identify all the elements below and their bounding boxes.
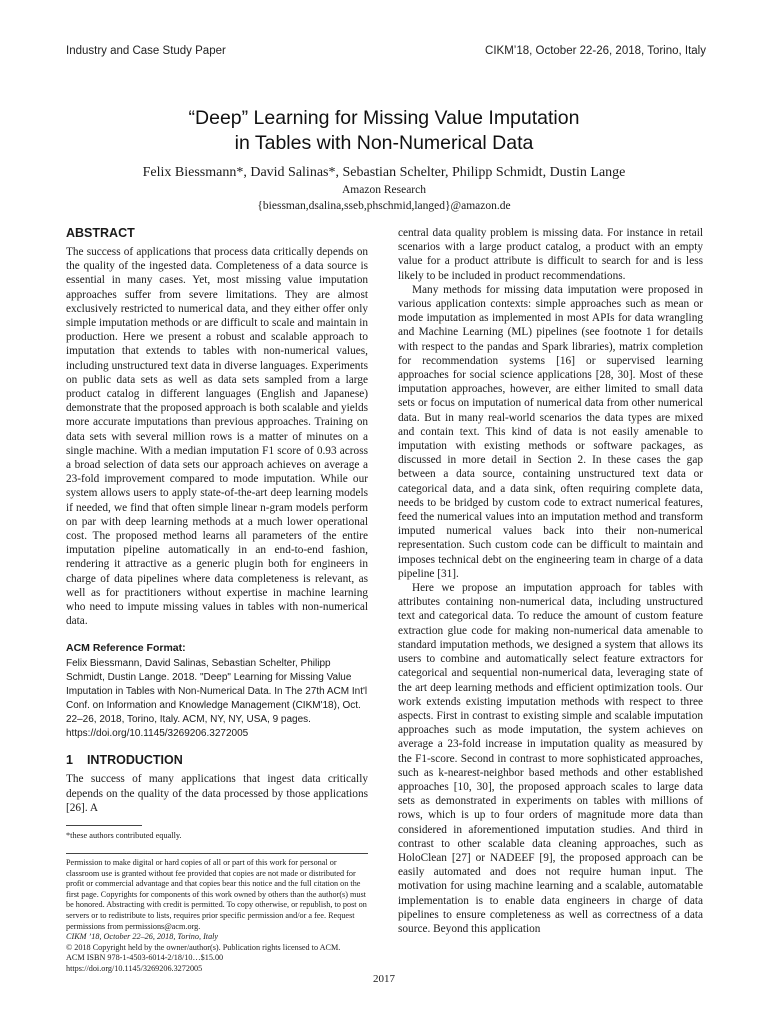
abstract-text: The success of applications that process data critically depends on the quality of the ingested data. Completeness of a data source is essential in many cases. Yet, most missing value imputation approaches suffer from severe limitations. They are almost exclusively restricted to numerical data, and they either offer only simple imputation methods or are difficult to scale and maintain in production. Here we present a robust and scalable approach to imputation that extends to tables with non-numerical values, including unstructured text data in diverse languages. Experiments on public data sets as well as data sets sampled from a large product catalog in different languages (English and Japanese) demonstrate that the proposed approach is both scalable and yields more accurate imputations than previous approaches. Training on data sets with several million rows is a matter of minutes on a single machine. With a median imputation F1 score of 0.93 across a broad selection of data sets our approach achieves on average a 23-fold improvement compared to mode imputation. While our system allows users to apply state-of-the-art deep learning models if needed, we find that often simple linear n-gram models perform on par with deep learning methods at a much lower operational cost. The proposed method learns all parameters of the entire imputation pipeline automatically in an end-to-end fashion, rendering it attractive as a generic plugin both for engineers in charge of data pipelines where data completeness is relevant, as well as for practitioners without expertise in machine learning who need to impute missing values in tables with non-numerical data. — [66, 246, 368, 628]
permission-text: Permission to make digital or hard copies of all or part of this work for personal or classroom use is granted without fee provided that copies are not made or distributed for profit or commercial advantage and that copies bear this notice and the full citation on the first page. Copyrights for components of this work owned by others than the author(s) must be honored. Abstracting with credit is permitted. To copy otherwise, or republish, to post on servers or to redistribute to lists, requires prior specific permission and/or a fee. Request permissions from permissions@acm.org. — [66, 858, 367, 931]
introduction-text: The success of many applications that ingest data critically depends on the quality of the data processed by those applications [26]. A — [66, 773, 368, 814]
running-header-left: Industry and Case Study Paper — [66, 45, 226, 57]
acm-reference-text: Felix Biessmann, David Salinas, Sebastian Schelter, Philipp Schmidt, Dustin Lange. 2018. "Deep" Learning for Missing Value Imputation in Tables with Non-Numerical Data. In The 27th ACM Int'l Conf. on Information and Knowledge Management (CIKM'18), Oct. 22–26, 2018, Torino, Italy. ACM, NY, NY, USA, 9 pages. https://doi.org/10.1145/3269206.3272005 — [66, 658, 368, 740]
copyright-line: © 2018 Copyright held by the owner/author(s). Publication rights licensed to ACM. — [66, 942, 341, 952]
isbn-line: ACM ISBN 978-1-4503-6014-2/18/10…$15.00 — [66, 953, 224, 963]
author-emails: {biessman,dsalina,sseb,phschmid,langed}@amazon.de — [257, 200, 511, 212]
equal-contribution-footnote: *these authors contributed equally. — [66, 831, 182, 841]
intro-paragraph-2: Many methods for missing data imputation were proposed in various application contexts: simple approaches such as mean or mode imputation as implemented in most APIs for data wrangling and Machine Learning (ML) pipelines (see footnote 1 for details with respect to the pandas and Spark libraries), matrix completion for recommendation systems [16] or supervised learning approaches for social science applications [28, 30]. Most of these imputation approaches, however, are either limited to small data sets or focus on imputation of numerical data from other numerical data. But in many real-world scenarios the data types are mixed and contain text. This kind of data is not easily amenable to imputation with existing methods or software packages, as discussed in more detail in Section 2. In these cases the gap between a data source, containing unstructured text data or categorical data, and a data sink, often requiring complete data, needs to be bridged by custom code to extract numerical features, feed the numerical values into an imputation method and transform imputed numerical values back into their non-numerical representation. Such custom code can be difficult to maintain and imposes technical debt on the engineering team in charge of a data pipeline [31]. — [398, 283, 703, 580]
venue-line: CIKM ’18, October 22–26, 2018, Torino, Italy — [66, 932, 219, 942]
doi-line: https://doi.org/10.1145/3269206.3272005 — [66, 964, 203, 974]
page-number: 2017 — [373, 973, 395, 985]
permission-divider — [66, 853, 368, 854]
affiliation: Amazon Research — [342, 184, 426, 196]
section-title: INTRODUCTION — [86, 753, 183, 768]
right-column — [398, 226, 703, 936]
acm-reference-heading: ACM Reference Format: — [66, 642, 186, 655]
intro-paragraph-1: central data quality problem is missing data. For instance in retail scenarios with a large product catalog, a product with an empty value for a product attribute is difficult to search for and is less likely to be included in product recommendations. — [398, 227, 703, 282]
author-list: Felix Biessmann*, David Salinas*, Sebastian Schelter, Philipp Schmidt, Dustin Lange — [142, 165, 626, 180]
permission-block — [66, 858, 368, 975]
abstract-heading: ABSTRACT — [66, 226, 135, 240]
section-number: 1 — [66, 753, 73, 768]
title-line-1: “Deep” Learning for Missing Value Imputation — [188, 107, 580, 129]
intro-paragraph-3: Here we propose an imputation approach for tables with attributes containing non-numerical data, including unstructured text and categorical data. To reduce the amount of custom feature extraction glue code for making non-numerical data amenable to standard imputation methods, we designed a system that allows its users to combine and automatically select feature extractors for categorical and sequential non-numerical data, leveraging state of the art deep learning methods and efficient optimization tools. Our work extends existing imputation methods with respect to three aspects. First in contrast to existing simple and scalable imputation approaches such as mode imputation, the system achieves on average a 23-fold increase in imputation quality as measured by the F1-score. Second in contrast to more sophisticated approaches, such as k-nearest-neighbor based methods and other established approaches [10, 30], the proposed approach scales to large data sets as demonstrated in experiments on tables with millions of rows, which is up to four orders of magnitude more data than considered in aforementioned imputation studies. And third in contrast to other scalable data cleaning approaches, such as HoloClean [27] or NADEEF [9], the proposed approach can be easily automated and does not require human input. The motivation for using machine learning and a scalable, automatable implementation is to enable data engineers in charge of data pipelines to ensure completeness as well as correctness of a data source. Beyond this application — [398, 582, 703, 935]
footnote-divider — [66, 825, 142, 826]
running-header-right: CIKM’18, October 22-26, 2018, Torino, Italy — [485, 45, 706, 57]
title-line-2: in Tables with Non-Numerical Data — [234, 132, 534, 154]
introduction-heading — [66, 753, 368, 767]
left-column — [66, 226, 368, 975]
paper-title — [0, 106, 768, 156]
